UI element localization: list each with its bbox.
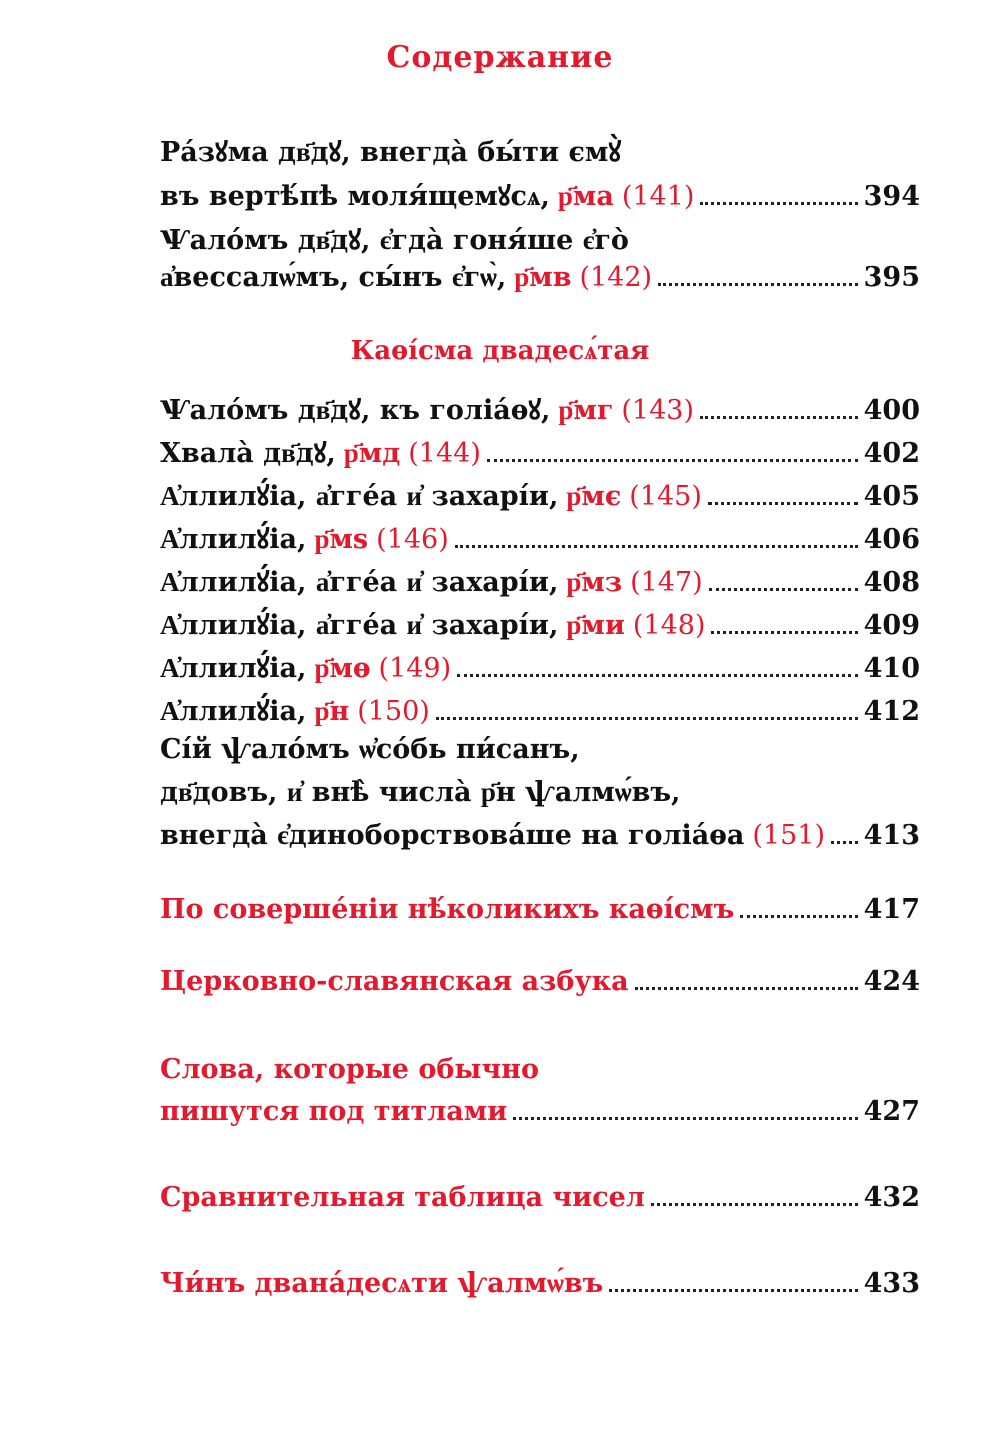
toc-section	[160, 1054, 920, 1094]
kathisma-heading: Каѳі́сма двадесѧ́тая	[350, 336, 650, 366]
toc-entry-text: а҆вессалѡ́мъ, сы́нъ є҆гѡ̀,	[160, 262, 507, 293]
toc-entry-text: А҆ллилꙋ́іа,	[160, 696, 307, 727]
psalm-numeral: р҃н	[314, 696, 350, 727]
section-title: По соверше́ніи нѣ́коликихъ каѳі́смъ	[160, 894, 735, 925]
section-title: Сравнительная таблица чисел	[160, 1182, 645, 1213]
toc-entry-text: Ѱало́мъ дв҃дꙋ, є҆гда̀ гоня́ше є҆го̀	[160, 225, 629, 256]
page-number: 433	[863, 1268, 920, 1299]
dot-leader	[457, 674, 857, 677]
psalm-numeral: р҃мз	[566, 567, 623, 598]
page-number: 408	[863, 567, 920, 598]
toc-entry-text: А҆ллилꙋ́іа,	[160, 653, 307, 684]
psalm-numeral: р҃мѳ	[314, 653, 371, 684]
section-title: пишутся под титлами	[160, 1096, 508, 1127]
page-number: 424	[863, 966, 920, 997]
psalm-number: (143)	[621, 395, 694, 426]
toc-entry-text: А҆ллилꙋ́іа, а҆гге́а и҆ захарі́и,	[160, 481, 559, 512]
psalm-numeral: р҃ми	[566, 610, 625, 641]
toc-line[interactable]	[160, 476, 920, 516]
dot-leader	[709, 588, 858, 591]
toc-line	[160, 734, 920, 774]
toc-entry-text: въ вертѣ́пѣ моля́щемꙋсѧ,	[160, 181, 550, 212]
dot-leader	[740, 915, 857, 918]
toc-entry-text: Ѱало́мъ дв҃дꙋ, къ голіа́ѳꙋ,	[160, 395, 551, 426]
psalm-numeral: р҃мѕ	[314, 524, 369, 555]
dot-leader	[455, 545, 858, 548]
page-title: Содержание	[386, 40, 614, 75]
toc-line	[160, 220, 920, 260]
dot-leader	[711, 631, 857, 634]
toc-line[interactable]	[160, 691, 920, 731]
page-number: 412	[863, 696, 920, 727]
section-title: Слова, которые обычно	[160, 1054, 539, 1085]
toc-section[interactable]	[160, 1268, 920, 1308]
toc-entry-text: А҆ллилꙋ́іа, а҆гге́а и҆ захарі́и,	[160, 567, 559, 598]
psalm-numeral: р҃мв	[514, 262, 572, 293]
psalm-number: (142)	[579, 262, 653, 293]
psalm-number: (149)	[378, 653, 452, 684]
dot-leader	[708, 502, 858, 505]
section-title: Чи́нъ двана́десѧти ѱалмѡ́въ	[160, 1268, 604, 1299]
dot-leader	[700, 416, 858, 419]
toc-entry-text: Ра́зꙋма дв҃дꙋ, внегда̀ бы́ти ємꙋ̀	[160, 137, 621, 168]
page-number: 427	[863, 1096, 920, 1127]
toc-entry-text: дв҃довъ, и҆ внѣ̀ числа̀ р҃н ѱалмѡ́въ,	[160, 777, 681, 808]
psalm-number: (144)	[408, 438, 481, 469]
dot-leader	[831, 841, 858, 844]
dot-leader	[700, 202, 857, 205]
page-number: 402	[863, 438, 920, 469]
toc-entry-text: А҆ллилꙋ́іа,	[160, 524, 307, 555]
toc-line[interactable]	[160, 820, 920, 860]
page-number: 405	[863, 481, 920, 512]
psalm-numeral: р҃ма	[557, 181, 614, 212]
dot-leader	[658, 283, 858, 286]
page-number: 432	[863, 1182, 920, 1213]
dot-leader	[487, 459, 858, 462]
toc-line[interactable]	[160, 519, 920, 559]
dot-leader	[651, 1203, 858, 1206]
toc-line[interactable]	[160, 605, 920, 645]
psalm-number: (150)	[357, 696, 430, 727]
psalm-numeral: р҃мг	[558, 395, 614, 426]
toc-line	[160, 777, 920, 817]
psalm-number: (147)	[630, 567, 703, 598]
toc-section[interactable]	[160, 966, 920, 1006]
toc-section[interactable]	[160, 894, 920, 934]
dot-leader	[436, 717, 858, 720]
toc-section[interactable]	[160, 1096, 920, 1136]
page-number: 394	[863, 181, 920, 212]
page-number: 400	[863, 395, 920, 426]
psalm-number: (146)	[376, 524, 449, 555]
toc-entry-text: А҆ллилꙋ́іа, а҆гге́а и҆ захарі́и,	[160, 610, 559, 641]
page-number: 417	[863, 894, 920, 925]
toc-line[interactable]	[160, 648, 920, 688]
toc-line[interactable]	[160, 176, 920, 216]
page-number: 406	[863, 524, 920, 555]
psalm-number: (141)	[621, 181, 695, 212]
toc-entry-text: Сі́й ѱало́мъ ѡ҆со́бь пи́санъ,	[160, 734, 580, 765]
dot-leader	[635, 987, 858, 990]
psalm-numeral: р҃мє	[566, 481, 622, 512]
psalm-number: (148)	[632, 610, 706, 641]
page-number: 410	[863, 653, 920, 684]
dot-leader	[513, 1117, 857, 1120]
psalm-numeral: р҃мд	[343, 438, 401, 469]
toc-line[interactable]	[160, 262, 920, 302]
toc-entry-text: внегда̀ є҆диноборствова́ше на голіа́ѳа	[160, 820, 745, 851]
toc-section[interactable]	[160, 1182, 920, 1222]
toc-entry-text: Хвала̀ дв҃дꙋ,	[160, 438, 336, 469]
dot-leader	[609, 1289, 857, 1292]
toc-line[interactable]	[160, 433, 920, 473]
page-number: 409	[863, 610, 920, 641]
toc-line[interactable]	[160, 390, 920, 430]
page-number: 395	[863, 262, 920, 293]
toc-line[interactable]	[160, 562, 920, 602]
page-number: 413	[863, 820, 920, 851]
section-title: Церковно-славянская азбука	[160, 966, 629, 997]
toc-line	[160, 132, 920, 172]
psalm-number: (151)	[752, 820, 825, 851]
psalm-number: (145)	[629, 481, 702, 512]
